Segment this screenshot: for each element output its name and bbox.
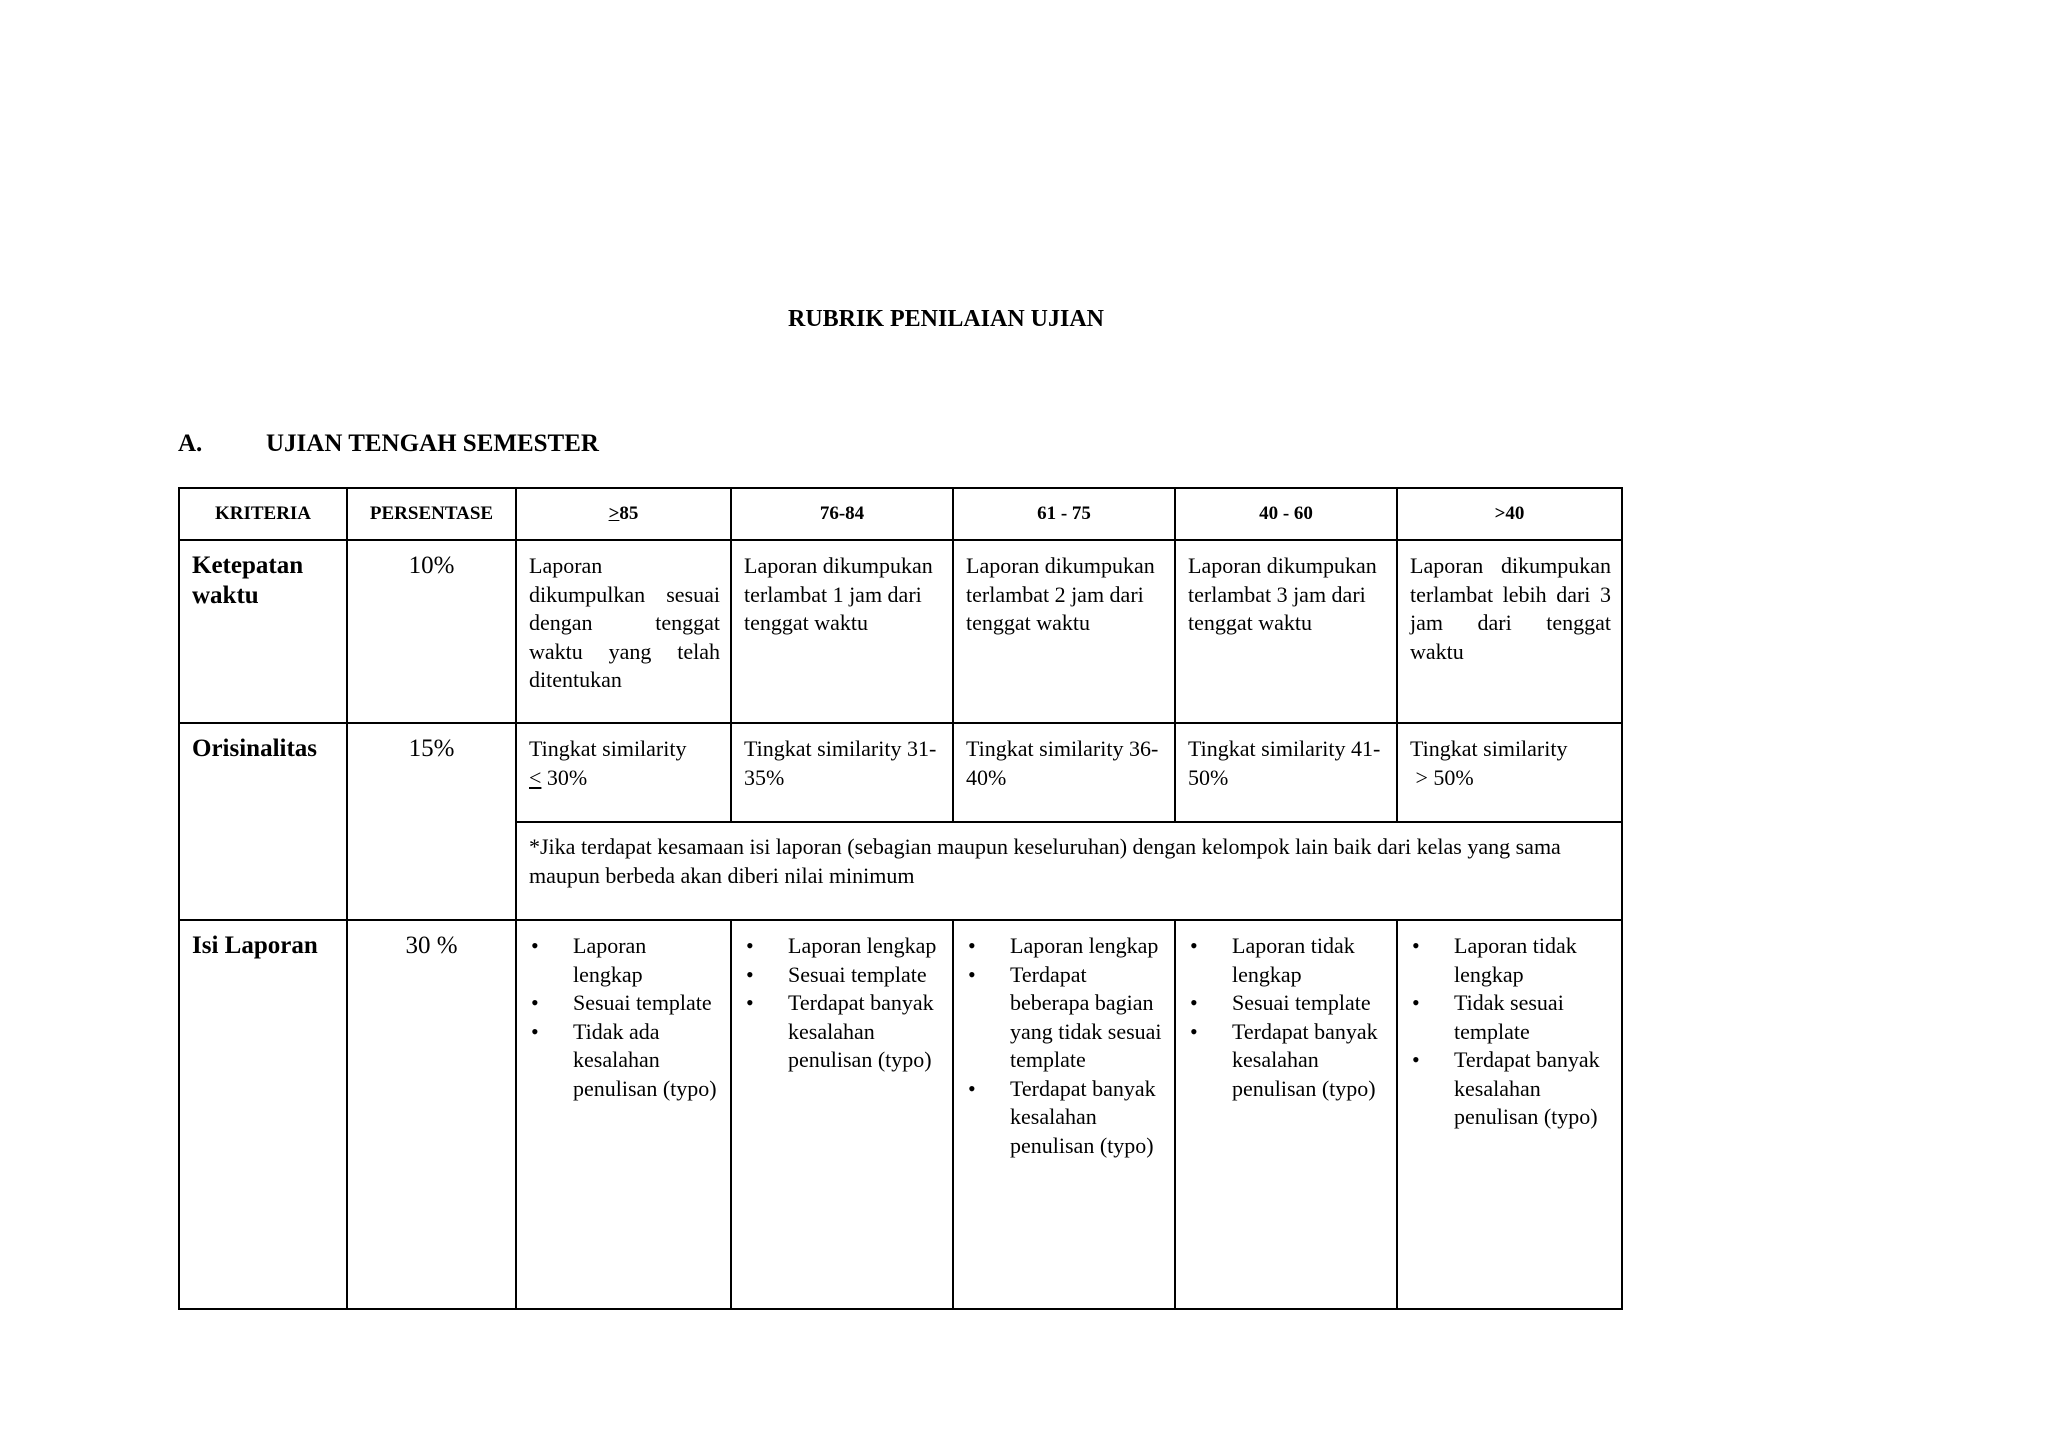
bullet-icon: • — [1412, 990, 1420, 1015]
lte-symbol: < — [529, 764, 542, 790]
gte-symbol: > — [608, 502, 620, 524]
orisinalitas-grade-1-label: Tingkat similarity — [529, 736, 687, 761]
document-title: RUBRIK PENILAIAN UJIAN — [787, 306, 1105, 332]
bullet-icon: • — [746, 990, 754, 1015]
bullet-item — [966, 1075, 1164, 1161]
orisinalitas-grade-5 — [1397, 723, 1622, 822]
bullet-icon: • — [1190, 990, 1198, 1015]
row-isi-laporan — [179, 920, 1622, 1309]
orisinalitas-grade-2: Tingkat similarity 31-35% — [731, 723, 953, 822]
row-orisinalitas — [179, 723, 1622, 822]
bullet-item — [966, 961, 1164, 1075]
criterion-isi-laporan: Isi Laporan — [179, 920, 347, 1309]
bullet-item — [744, 989, 942, 1075]
ketepatan-grade-2: Laporan dikumpukan terlambat 1 jam dari tenggat waktu — [731, 540, 953, 723]
bullet-icon: • — [1412, 1047, 1420, 1072]
section-number: A. — [178, 430, 203, 457]
ketepatan-grade-1: Laporan dikumpulkan sesuai dengan tenggat waktu yang telah ditentukan — [516, 540, 731, 723]
orisinalitas-note: *Jika terdapat kesamaan isi laporan (sebagian maupun keseluruhan) dengan kelompok lain baik dari kelas yang sama maupun berbeda akan diberi nilai minimum — [516, 822, 1622, 920]
bullet-text: Sesuai template — [788, 961, 927, 987]
header-grade-1-value: 85 — [619, 502, 639, 524]
bullet-icon: • — [1190, 933, 1198, 958]
bullet-text: Laporan lengkap — [573, 933, 647, 987]
orisinalitas-grade-5-value: > 50% — [1410, 764, 1474, 790]
bullet-icon: • — [1412, 933, 1420, 958]
bullet-icon: • — [531, 933, 539, 958]
isi-laporan-grade-3 — [953, 920, 1175, 1309]
header-grade-1 — [516, 488, 731, 540]
percentage-isi-laporan: 30 % — [347, 920, 516, 1309]
bullet-text: Laporan tidak lengkap — [1232, 933, 1355, 987]
bullet-item — [744, 932, 942, 961]
bullet-icon: • — [968, 961, 976, 987]
bullet-text: Terdapat banyak kesalahan penulisan (typo) — [1010, 1075, 1156, 1158]
section-title: UJIAN TENGAH SEMESTER — [266, 430, 599, 457]
bullet-icon: • — [531, 990, 539, 1015]
bullet-list — [529, 932, 720, 1103]
header-grade-3: 61 - 75 — [953, 488, 1175, 540]
ketepatan-grade-3: Laporan dikumpukan terlambat 2 jam dari tenggat waktu — [953, 540, 1175, 723]
bullet-item — [1410, 989, 1611, 1046]
header-grade-4: 40 - 60 — [1175, 488, 1397, 540]
bullet-icon: • — [746, 933, 754, 958]
bullet-item — [529, 989, 720, 1018]
criterion-ketepatan-waktu: Ketepatan waktu — [179, 540, 347, 723]
bullet-icon: • — [531, 1018, 539, 1044]
isi-laporan-grade-1 — [516, 920, 731, 1309]
bullet-item — [744, 961, 942, 990]
isi-laporan-grade-4 — [1175, 920, 1397, 1309]
bullet-text: Terdapat beberapa bagian yang tidak sesuai template — [1010, 961, 1162, 1072]
header-persentase: PERSENTASE — [347, 488, 516, 540]
header-grade-5: >40 — [1397, 488, 1622, 540]
section-heading — [178, 430, 599, 458]
bullet-text: Laporan lengkap — [788, 933, 937, 958]
bullet-item — [529, 1018, 720, 1104]
bullet-icon: • — [746, 961, 754, 987]
bullet-item — [1188, 932, 1386, 989]
isi-laporan-grade-5 — [1397, 920, 1622, 1309]
percentage-ketepatan-waktu: 10% — [347, 540, 516, 723]
bullet-list — [1188, 932, 1386, 1103]
orisinalitas-grade-4: Tingkat similarity 41-50% — [1175, 723, 1397, 822]
bullet-item — [1188, 1018, 1386, 1104]
ketepatan-grade-5: Laporan dikumpukan terlambat lebih dari 3 jam dari tenggat waktu — [1397, 540, 1622, 723]
header-row — [179, 488, 1622, 540]
orisinalitas-grade-1-value: 30% — [541, 764, 588, 790]
bullet-item — [1410, 932, 1611, 989]
bullet-item — [1410, 1046, 1611, 1132]
orisinalitas-grade-5-label: Tingkat similarity — [1410, 736, 1568, 761]
bullet-text: Terdapat banyak kesalahan penulisan (typo) — [1454, 1047, 1600, 1129]
criterion-orisinalitas: Orisinalitas — [179, 723, 347, 920]
bullet-icon: • — [1190, 1018, 1198, 1044]
ketepatan-grade-4: Laporan dikumpukan terlambat 3 jam dari tenggat waktu — [1175, 540, 1397, 723]
bullet-text: Terdapat banyak kesalahan penulisan (typo) — [788, 990, 934, 1072]
bullet-list — [966, 932, 1164, 1160]
isi-laporan-grade-2 — [731, 920, 953, 1309]
bullet-icon: • — [968, 933, 976, 958]
bullet-text: Laporan tidak lengkap — [1454, 933, 1577, 987]
orisinalitas-grade-3: Tingkat similarity 36-40% — [953, 723, 1175, 822]
bullet-item — [1188, 989, 1386, 1018]
bullet-text: Tidak sesuai template — [1454, 990, 1564, 1044]
bullet-text: Sesuai template — [573, 990, 712, 1015]
header-kriteria: KRITERIA — [179, 488, 347, 540]
orisinalitas-grade-1 — [516, 723, 731, 822]
bullet-text: Laporan lengkap — [1010, 933, 1159, 958]
bullet-text: Terdapat banyak kesalahan penulisan (typo) — [1232, 1018, 1378, 1101]
bullet-item — [966, 932, 1164, 961]
row-ketepatan-waktu — [179, 540, 1622, 723]
bullet-text: Tidak ada kesalahan penulisan (typo) — [573, 1018, 717, 1101]
bullet-list — [744, 932, 942, 1075]
percentage-orisinalitas: 15% — [347, 723, 516, 920]
header-grade-2: 76-84 — [731, 488, 953, 540]
bullet-item — [529, 932, 720, 989]
bullet-text: Sesuai template — [1232, 990, 1371, 1015]
rubric-table — [178, 487, 1623, 1310]
bullet-icon: • — [968, 1075, 976, 1101]
bullet-list — [1410, 932, 1611, 1132]
